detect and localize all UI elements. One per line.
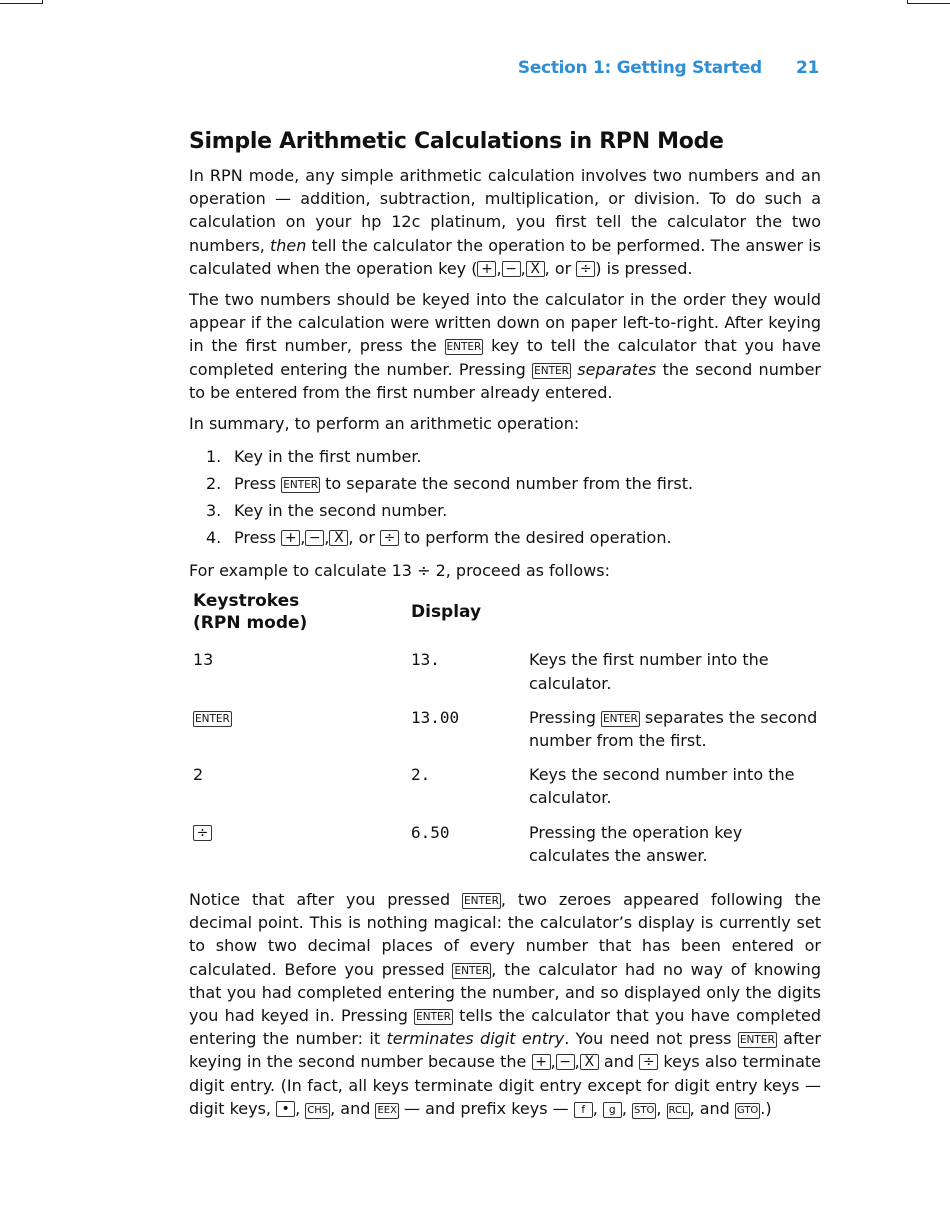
paragraph-example: For example to calculate 13 ÷ 2, proceed as follows:	[189, 561, 610, 581]
divide-key-icon: ÷	[576, 261, 595, 277]
description-cell: Pressing ENTER separates the second number from the first.	[529, 707, 818, 751]
display-cell: 13.	[411, 650, 440, 670]
times-key-icon: X	[580, 1054, 599, 1070]
minus-key-icon: −	[305, 530, 324, 546]
minus-key-icon: −	[556, 1054, 575, 1070]
rcl-key-icon: RCL	[667, 1103, 690, 1119]
crop-mark-left	[0, 0, 43, 4]
table-row	[189, 648, 821, 705]
plus-key-icon: +	[281, 530, 300, 546]
paragraph-summary: In summary, to perform an arithmetic operation:	[189, 414, 580, 434]
table-row	[189, 821, 821, 878]
enter-key-icon: ENTER	[195, 712, 230, 725]
keystrokes-header: Keystrokes (RPN mode)	[193, 591, 308, 634]
description-cell: Keys the first number into the calculator.	[529, 650, 769, 693]
enter-key-icon: ENTER	[283, 479, 319, 492]
table-row	[189, 763, 821, 820]
gto-key-icon: GTO	[735, 1103, 760, 1119]
display-cell: 6.50	[411, 822, 450, 842]
minus-key-icon: −	[502, 261, 521, 277]
chs-key-icon: CHS	[305, 1103, 330, 1119]
keystroke-cell	[189, 706, 407, 763]
display-cell: 2.	[411, 765, 431, 785]
list-item: 4. Press + , − , X , or ÷ to perform the desired operation.	[206, 528, 672, 548]
description-cell: Pressing the operation key calculates the answer.	[529, 822, 743, 865]
enter-key-icon: ENTER	[446, 341, 482, 354]
f-key-icon: f	[574, 1102, 593, 1118]
decimal-point-key-icon: •	[276, 1101, 295, 1117]
plus-key-icon: +	[477, 261, 496, 277]
table-header-row	[189, 590, 821, 648]
description-cell: Keys the second number into the calculator.	[529, 765, 795, 808]
divide-key-icon: ÷	[639, 1054, 658, 1070]
paragraph-intro: In RPN mode, any simple arithmetic calculation involves two numbers and an operation — addition, subtraction, multiplication, or division. To do such a calculation on your hp 12c platinum, you first tell the calculator the two numbers, then tell the calculator the operation to be performed. The answer is calculated when the operation key ( + , − , X , or ÷ ) is pressed.	[189, 166, 821, 278]
page-number: 21	[795, 58, 819, 78]
crop-mark-right	[907, 0, 950, 4]
steps-list	[189, 443, 821, 551]
times-key-icon: X	[526, 261, 545, 277]
paragraph-order: The two numbers should be keyed into the calculator in the order they would appear if the calculation were written down on paper left-to-right. After keying in the first number, press the ENTER key to tell the calculator that you have completed entering the number. Pressing ENTER separates the second number to be entered from the first number already entered.	[189, 290, 822, 402]
keystroke-cell	[189, 821, 407, 878]
page-title: Simple Arithmetic Calculations in RPN Mode	[189, 129, 724, 154]
list-item: 3. Key in the second number.	[206, 501, 448, 521]
table-row	[189, 706, 821, 763]
divide-key-icon: ÷	[193, 825, 212, 841]
example-table	[189, 590, 821, 878]
enter-key-icon: ENTER	[454, 964, 490, 977]
enter-key-icon: ENTER	[602, 712, 638, 725]
enter-key-icon: ENTER	[534, 364, 569, 377]
section-title: Section 1: Getting Started	[517, 58, 762, 78]
plus-key-icon: +	[532, 1054, 551, 1070]
enter-key-icon: ENTER	[739, 1034, 775, 1047]
running-header	[518, 58, 819, 78]
g-key-icon: g	[603, 1102, 622, 1118]
divide-key-icon: ÷	[380, 530, 399, 546]
page-body	[189, 129, 821, 1128]
list-item: 1. Key in the first number.	[206, 447, 422, 467]
list-item: 2. Press ENTER to separate the second number from the first.	[206, 474, 694, 494]
times-key-icon: X	[329, 530, 348, 546]
enter-key-icon: ENTER	[464, 895, 499, 908]
display-cell: 13.00	[411, 707, 460, 727]
display-header: Display	[411, 602, 482, 623]
keystroke-cell: 2	[193, 765, 204, 785]
sto-key-icon: STO	[632, 1103, 656, 1119]
keystroke-cell: 13	[193, 650, 214, 670]
eex-key-icon: EEX	[375, 1103, 399, 1119]
enter-key-icon: ENTER	[416, 1011, 451, 1024]
paragraph-notice: Notice that after you pressed ENTER , two zeroes appeared following the decimal point. This is nothing magical: the calculator’s display is currently set to show two decimal places of every number that has been entered or calculated. Before you pressed ENTER , the calculator had no way of knowing that you had completed entering the number, and so displayed only the digits you had keyed in. Pressing ENTER tells the calculator that you have completed entering the number: it terminates digit entry. You need not press ENTER after keying in the second number because the + , − , X and ÷ keys also terminate digit entry. (In fact, all keys terminate digit entry except for digit entry keys — digit keys, • , CHS , and EEX — and prefix keys — f , g , STO , RCL , and GTO .)	[189, 890, 822, 1118]
